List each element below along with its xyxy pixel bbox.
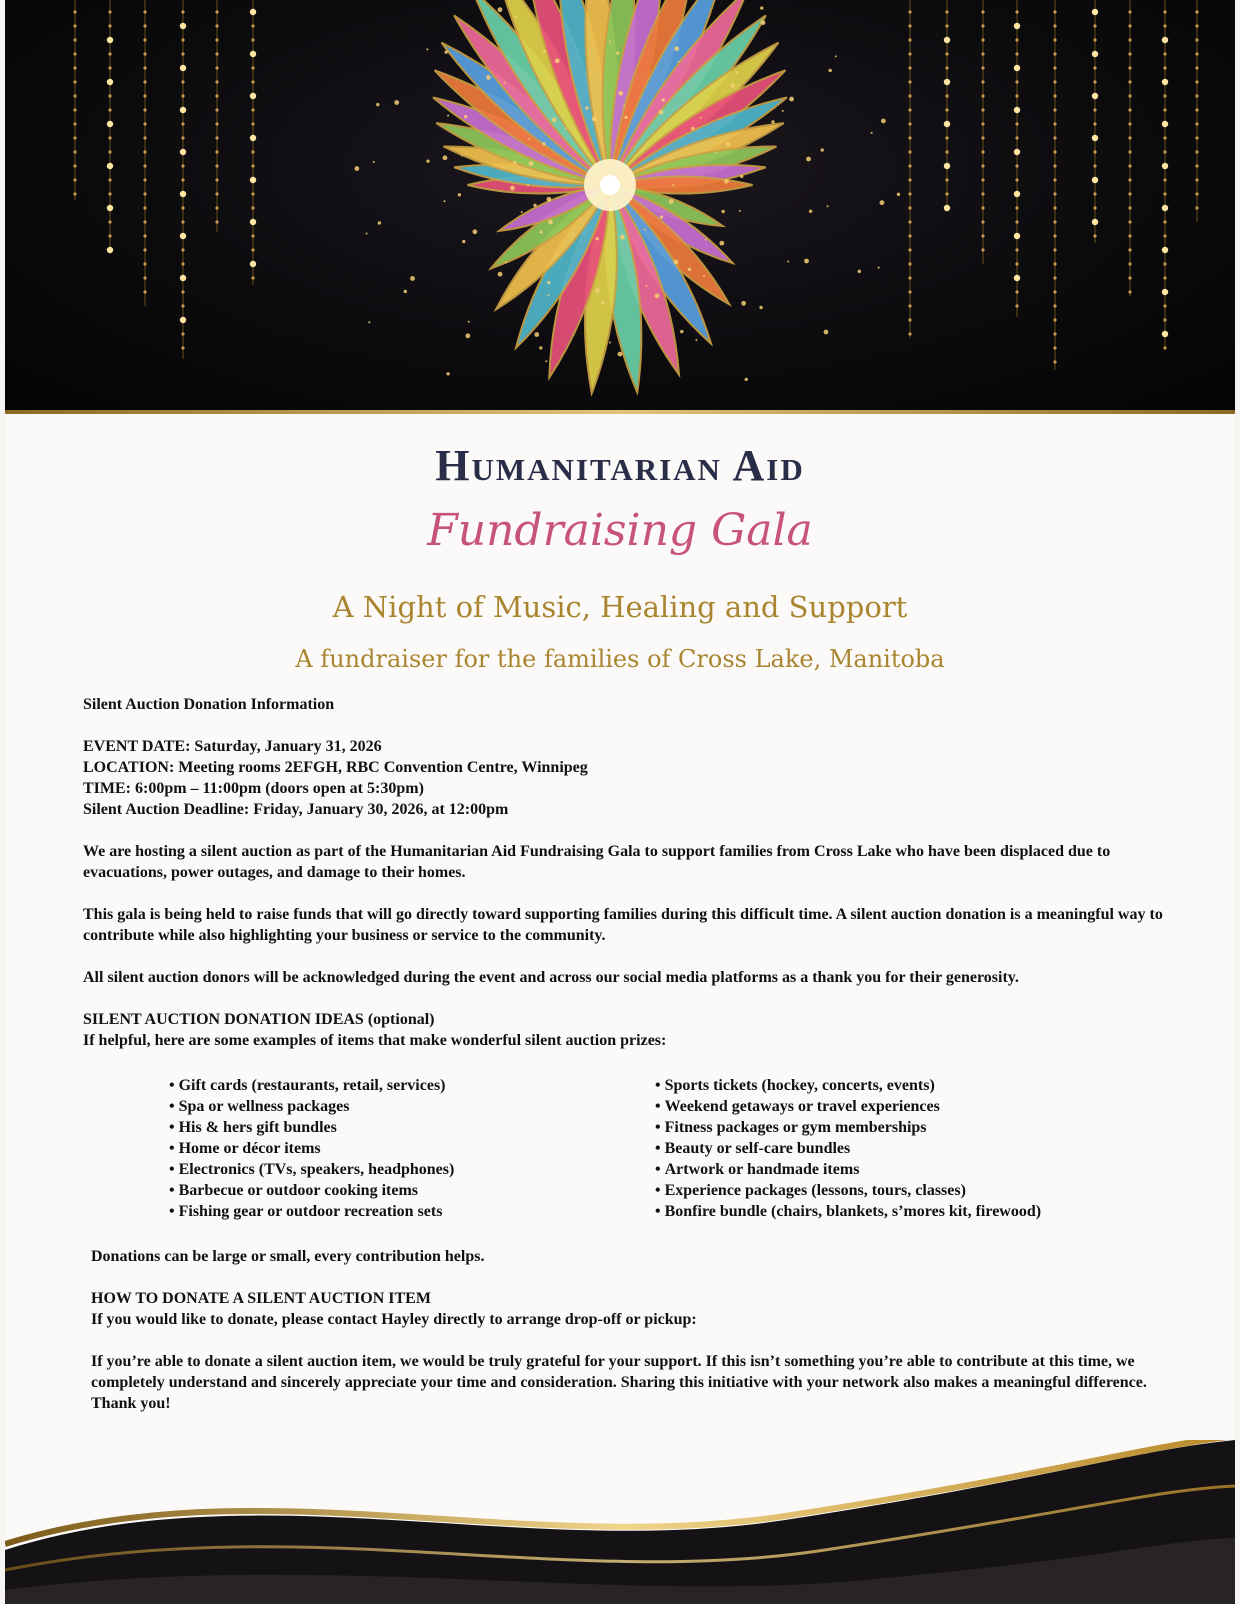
subtitle: A Night of Music, Healing and Support	[332, 590, 908, 624]
purpose-paragraph: This gala is being held to raise funds that will go directly toward supporting families during this difficult time. A silent auction donation is a meaningful way to contribute while also highlighting your business or service to the community.	[83, 906, 1163, 944]
list-item: • Bonfire bundle (chairs, blankets, s’mores kit, firewood)	[655, 1201, 1041, 1222]
donation-note: Donations can be large or small, every contribution helps.	[91, 1248, 485, 1265]
flyer-page	[5, 0, 1235, 1604]
thank-you-paragraph: If you’re able to donate a silent auction item, we would be truly grateful for your support. If this isn’t something you’re able to contribute at this time, we completely understand and sincerely appreciate your time and consideration. Sharing this initiative with your network also makes a meaningful difference. Thank you!	[91, 1353, 1147, 1412]
header-banner	[5, 0, 1235, 412]
tagline: A fundraiser for the families of Cross Lake, Manitoba	[295, 645, 945, 673]
auction-deadline: Silent Auction Deadline: Friday, January 30, 2026, at 12:00pm	[83, 801, 509, 818]
ideas-list-left	[169, 1075, 655, 1222]
list-item: • Sports tickets (hockey, concerts, events)	[655, 1075, 1041, 1096]
list-item: • Fitness packages or gym memberships	[655, 1117, 1041, 1138]
event-date: EVENT DATE: Saturday, January 31, 2026	[83, 738, 382, 755]
heart-mosaic-icon	[5, 0, 1235, 412]
footer-wave-decoration	[5, 1440, 1235, 1604]
ideas-intro: If helpful, here are some examples of items that make wonderful silent auction prizes:	[83, 1032, 667, 1049]
banner-divider	[5, 410, 1235, 414]
page-title: Humanitarian Aid	[435, 441, 805, 490]
event-location: LOCATION: Meeting rooms 2EFGH, RBC Convention Centre, Winnipeg	[83, 759, 588, 776]
details-heading: Silent Auction Donation Information	[83, 696, 335, 713]
ideas-lists	[169, 1075, 1183, 1222]
list-item: • Spa or wellness packages	[169, 1096, 655, 1117]
list-item: • Beauty or self-care bundles	[655, 1138, 1041, 1159]
event-time: TIME: 6:00pm – 11:00pm (doors open at 5:30pm)	[83, 780, 424, 797]
how-to-text: If you would like to donate, please contact Hayley directly to arrange drop-off or pickup:	[91, 1311, 697, 1328]
acknowledgement-paragraph: All silent auction donors will be acknowledged during the event and across our social media platforms as a thank you for their generosity.	[83, 969, 1019, 986]
intro-paragraph: We are hosting a silent auction as part of the Humanitarian Aid Fundraising Gala to support families from Cross Lake who have been displaced due to evacuations, power outages, and damage to their homes.	[83, 843, 1111, 881]
ideas-heading: SILENT AUCTION DONATION IDEAS (optional)	[83, 1011, 435, 1028]
list-item: • His & hers gift bundles	[169, 1117, 655, 1138]
script-title: Fundraising Gala	[427, 505, 813, 556]
info-body	[83, 694, 1183, 1414]
list-item: • Fishing gear or outdoor recreation sets	[169, 1201, 655, 1222]
list-item: • Experience packages (lessons, tours, classes)	[655, 1180, 1041, 1201]
list-item: • Electronics (TVs, speakers, headphones)	[169, 1159, 655, 1180]
list-item: • Weekend getaways or travel experiences	[655, 1096, 1041, 1117]
ideas-list-right	[655, 1075, 1041, 1222]
list-item: • Artwork or handmade items	[655, 1159, 1041, 1180]
list-item: • Barbecue or outdoor cooking items	[169, 1180, 655, 1201]
list-item: • Gift cards (restaurants, retail, services)	[169, 1075, 655, 1096]
how-to-heading: HOW TO DONATE A SILENT AUCTION ITEM	[91, 1290, 431, 1307]
list-item: • Home or décor items	[169, 1138, 655, 1159]
